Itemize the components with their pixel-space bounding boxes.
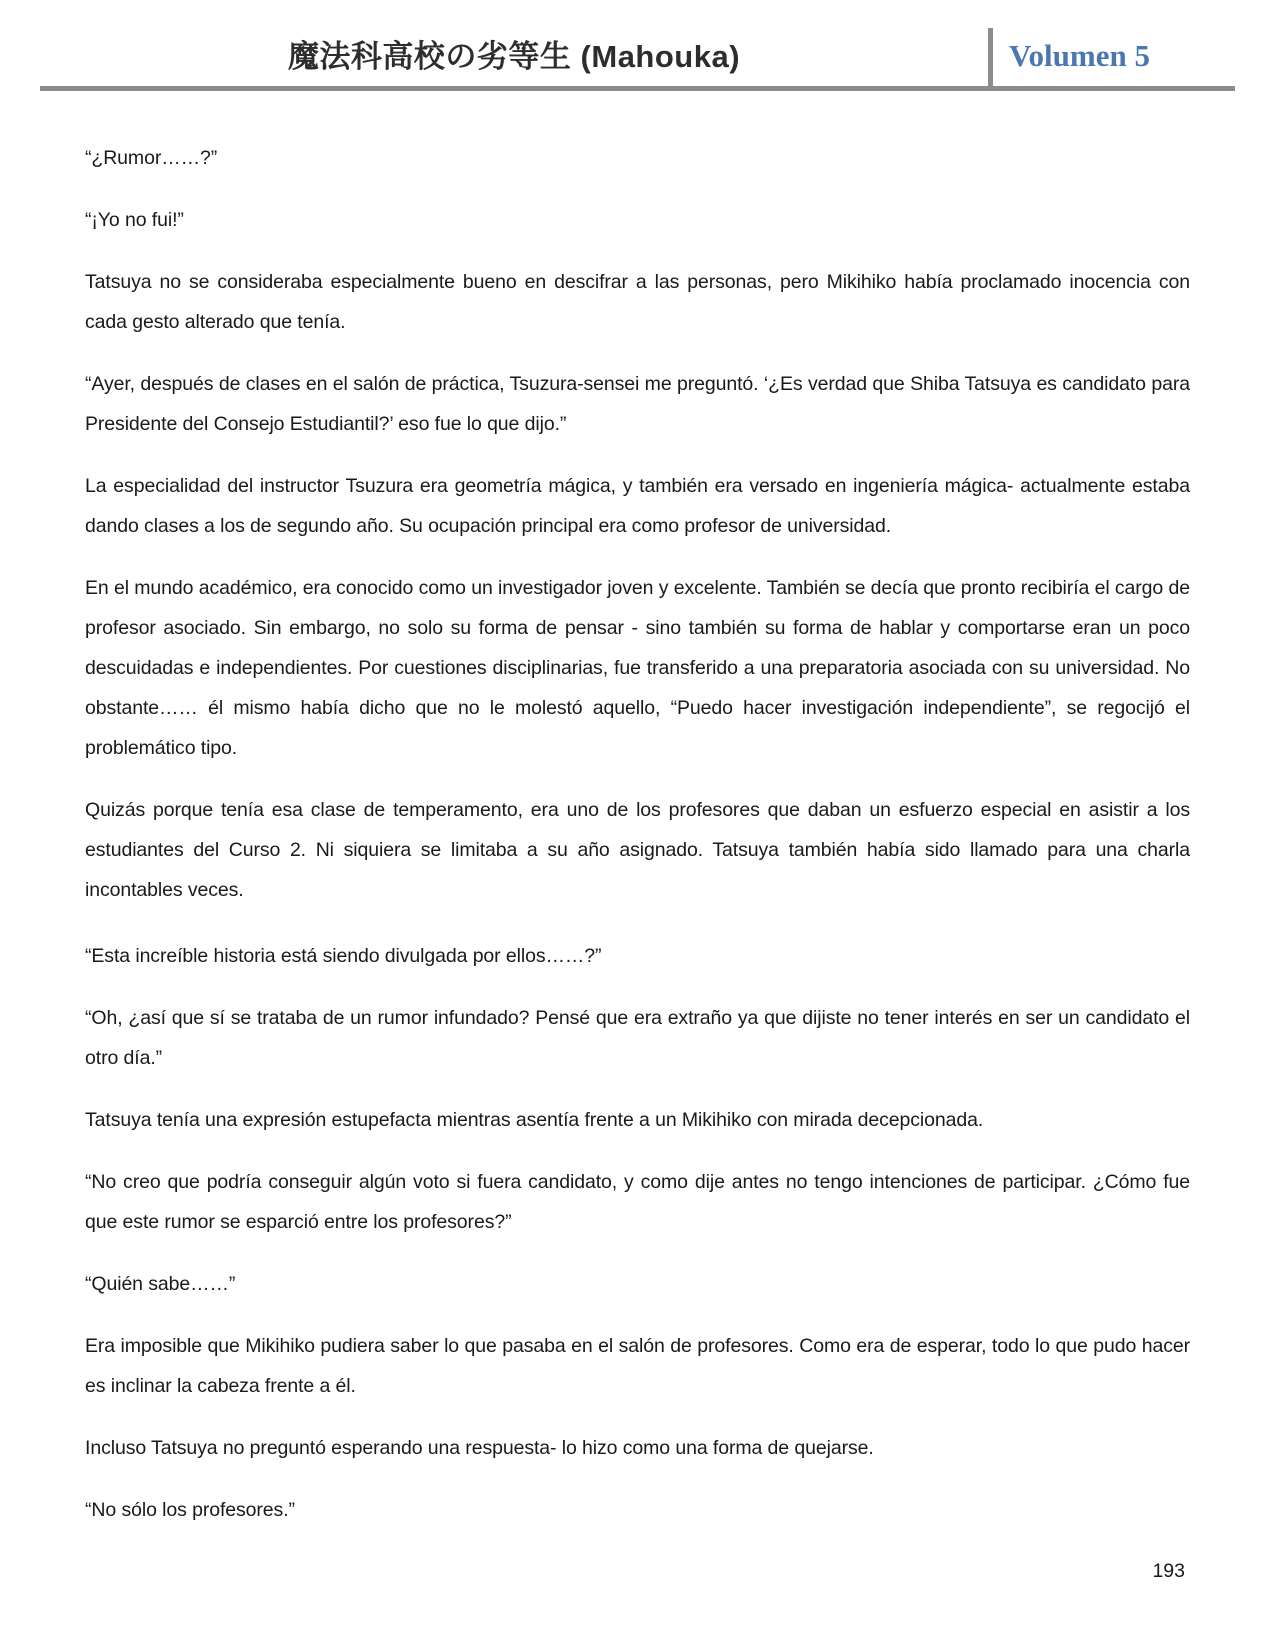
paragraph-dialogue-no-creo: “No creo que podría conseguir algún voto si fuera candidato, y como dije antes no tengo intenciones de participar. ¿Cómo fue que este rumor se esparció entre los profesores?” bbox=[85, 1171, 1190, 1233]
paragraph-narration: En el mundo académico, era conocido como un investigador joven y excelente. También se decía que pronto recibiría el cargo de profesor asociado. Sin embargo, no solo su forma de pensar - sino también su forma de hablar y comportarse eran un poco descuidadas e independientes. Por cuestiones disciplinarias, fue transferido a una preparatoria asociada con su universidad. No obstante…… él mismo había dicho que no le molestó aquello, “Puedo hacer investigación independiente”, se regocijó el problemático tipo. bbox=[85, 577, 1190, 759]
paragraph-narration: Quizás porque tenía esa clase de temperamento, era uno de los profesores que daban un esfuerzo especial en asistir a los estudiantes del Curso 2. Ni siquiera se limitaba a su año asignado. Tatsuya también había sido llamado para una charla incontables veces. bbox=[85, 799, 1190, 901]
paragraph-dialogue-oh: “Oh, ¿así que sí se trataba de un rumor infundado? Pensé que era extraño ya que dijiste no tener interés en ser un candidato el otro día.” bbox=[85, 1007, 1190, 1069]
header-rule bbox=[40, 86, 1235, 91]
paragraph-narration: Tatsuya tenía una expresión estupefacta mientras asentía frente a un Mikihiko con mirada decepcionada. bbox=[85, 1109, 984, 1131]
volume-label: Volumen 5 bbox=[1009, 38, 1150, 73]
paragraph-dialogue-quien-sabe: “Quién sabe……” bbox=[85, 1273, 236, 1295]
paragraph-dialogue-yo-no-fui: “¡Yo no fui!” bbox=[85, 209, 184, 231]
paragraph-narration: Tatsuya no se consideraba especialmente bueno en descifrar a las personas, pero Mikihiko había proclamado inocencia con cada gesto alterado que tenía. bbox=[85, 271, 1190, 333]
paragraph-narration: Era imposible que Mikihiko pudiera saber lo que pasaba en el salón de profesores. Como era de esperar, todo lo que pudo hacer es inclinar la cabeza frente a él. bbox=[85, 1335, 1190, 1397]
paragraph-narration: La especialidad del instructor Tsuzura era geometría mágica, y también era versado en ingeniería mágica- actualmente estaba dando clases a los de segundo año. Su ocupación principal era como profesor de universidad. bbox=[85, 475, 1190, 537]
paragraph-dialogue-no-solo: “No sólo los profesores.” bbox=[85, 1499, 295, 1521]
paragraph-narration: Incluso Tatsuya no preguntó esperando una respuesta- lo hizo como una forma de quejarse. bbox=[85, 1437, 874, 1459]
page-header bbox=[40, 0, 1235, 86]
book-title: 魔法科高校の劣等生 (Mahouka) bbox=[287, 39, 741, 74]
paragraph-dialogue-historia: “Esta increíble historia está siendo divulgada por ellos……?” bbox=[85, 945, 602, 967]
paragraph-dialogue-rumor: “¿Rumor……?” bbox=[85, 147, 218, 169]
paragraph-dialogue-ayer: “Ayer, después de clases en el salón de práctica, Tsuzura-sensei me preguntó. ‘¿Es verdad que Shiba Tatsuya es candidato para Presidente del Consejo Estudiantil?’ eso fue lo que dijo.” bbox=[85, 373, 1190, 435]
page-body bbox=[85, 92, 1190, 1552]
page-number: 193 bbox=[1152, 1560, 1185, 1582]
